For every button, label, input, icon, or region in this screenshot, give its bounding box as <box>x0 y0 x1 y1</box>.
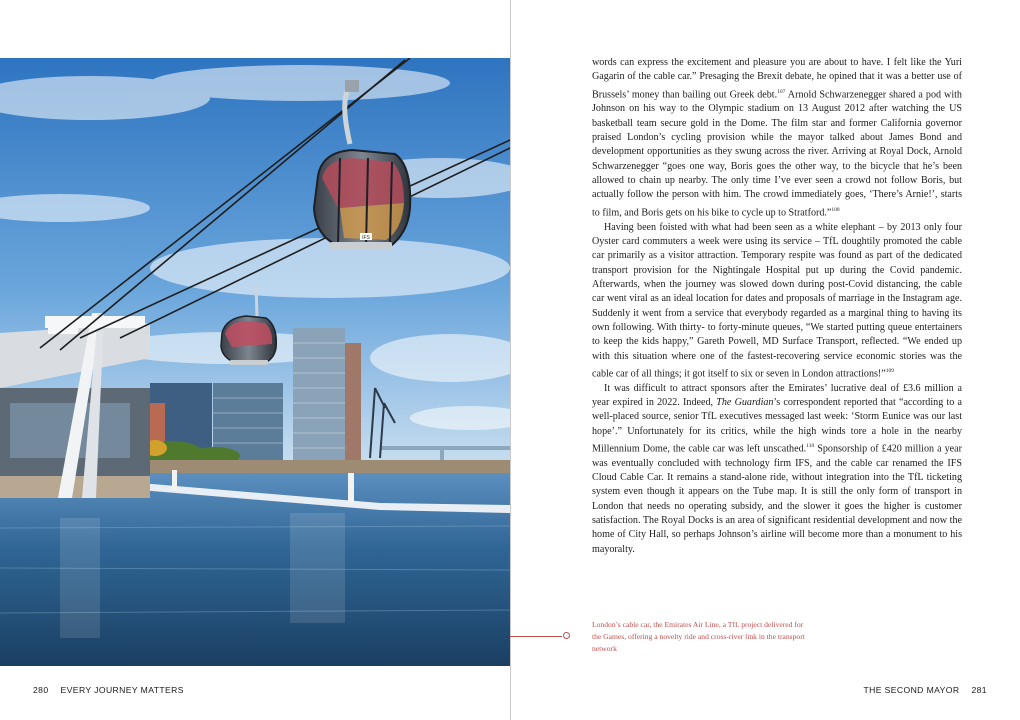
photo-caption: London’s cable car, the Emirates Air Line, a TfL project delivered for the Games, offering a novelty ride and cross-river link in the transport network <box>592 620 805 653</box>
paragraph-3 <box>592 382 962 557</box>
paragraph-1 <box>592 56 962 221</box>
left-running-head: EVERY JOURNEY MATTERS <box>60 685 184 695</box>
paragraph-3-text-b: ’s correspondent reported that “according to a well-placed source, senior TfL executives messaged last week: ‘Storm Eunice was our last hope’.” Unfortunately for its critics, while the high winds tore a hole in the nearby Millennium Dome, the cable car was left unscathed. <box>592 396 962 455</box>
right-page-number: 281 <box>971 685 987 695</box>
footnote-ref-109: 109 <box>885 367 895 374</box>
footnote-ref-107: 107 <box>777 88 786 95</box>
paragraph-3-text-c: Sponsorship of £420 million a year was eventually concluded with technology firm IFS, and the cable car renamed the IFS Cloud Cable Car. It remains a stand-alone ride, without integration into the TfL ticketing system even though it appears on the Tube map. It is still the only form of transport in London that needs no operating subsidy, and the slower it goes the higher is customer satisfaction. The Royal Docks is an area of significant residential development and now the home of City Hall, so perhaps Johnson’s airline will become more than a monument to his mayoralty. <box>592 443 962 555</box>
left-page-number: 280 <box>33 685 49 695</box>
paragraph-2-text: Having been foisted with what had been seen as a white elephant – by 2013 only four Oyster card commuters a week were using its service – TfL doughtily promoted the cable car primarily as a visitor attraction. Temporary respite was found as part of the dedicated transport provision for the Nightingale Hospital put up during the Covid pandemic. Afterwards, when the journey was slowed down during post-Covid distancing, the cable car went viral as an ideal location for dates and proposals of marriage in the Instagram age. Suddenly it went from a service that everybody regarded as a marginal thing to having its own following. With thirty- to forty-minute queues, “We started putting queue entertainers to keep the kids happy,” Gareth Powell, MD Surface Transport, reflected. “We ended up with this situation where one of the fastest-recovering service economic stories was the cable car of all things; it got itself to six or seven in London attractions!” <box>592 221 962 380</box>
paragraph-1-text-a: words can express the excitement and pleasure you are about to have. I felt like the Yuri Gagarin of the cable car.” Presaging the Brexit debate, he opined that it was a better use of Brussels’ money than bailing out Greek debt. <box>592 57 962 101</box>
left-footer <box>33 685 184 695</box>
right-footer <box>863 685 987 695</box>
body-text <box>592 56 962 557</box>
paragraph-1-text-b: Arnold Schwarzenegger shared a pod with Johnson on his way to the Olympic stadium on 13 August 2012 after watching the US basketball team secure gold in the Dome. The film star and former California governor praised London’s cycling provision while the mayor talked about James Bond and development opportunities as they swung across the river. Arriving at Royal Dock, Arnold Schwarzenegger “goes one way, Boris goes the other way, to the bicycle that he’s been allowed to chain up nearby. The only time I’ve ever seen a crowd not follow Boris, but actually follow the person with him. The crowd immediately goes, ‘There’s Arnie!’, starts to film, and Boris gets on his bike to cycle up to Stratford.” <box>592 89 962 219</box>
footnote-ref-108: 108 <box>831 206 840 213</box>
publication-title: The Guardian <box>716 396 774 408</box>
paragraph-3-text-a: It was difficult to attract sponsors after the Emirates’ lucrative deal of £3.6 million a year expired in 2022. Indeed, <box>592 382 962 408</box>
right-running-head: THE SECOND MAYOR <box>863 685 960 695</box>
paragraph-2 <box>592 221 962 382</box>
right-page <box>511 0 1020 720</box>
footnote-ref-110: 110 <box>806 443 815 450</box>
caption-leader-line <box>510 636 562 637</box>
cable-car-photo <box>0 58 510 666</box>
gondola-sign: IFS <box>362 235 370 241</box>
caption-leader-dot <box>563 632 570 639</box>
cable-car-illustration <box>0 58 510 666</box>
cable-car-station <box>0 313 150 498</box>
